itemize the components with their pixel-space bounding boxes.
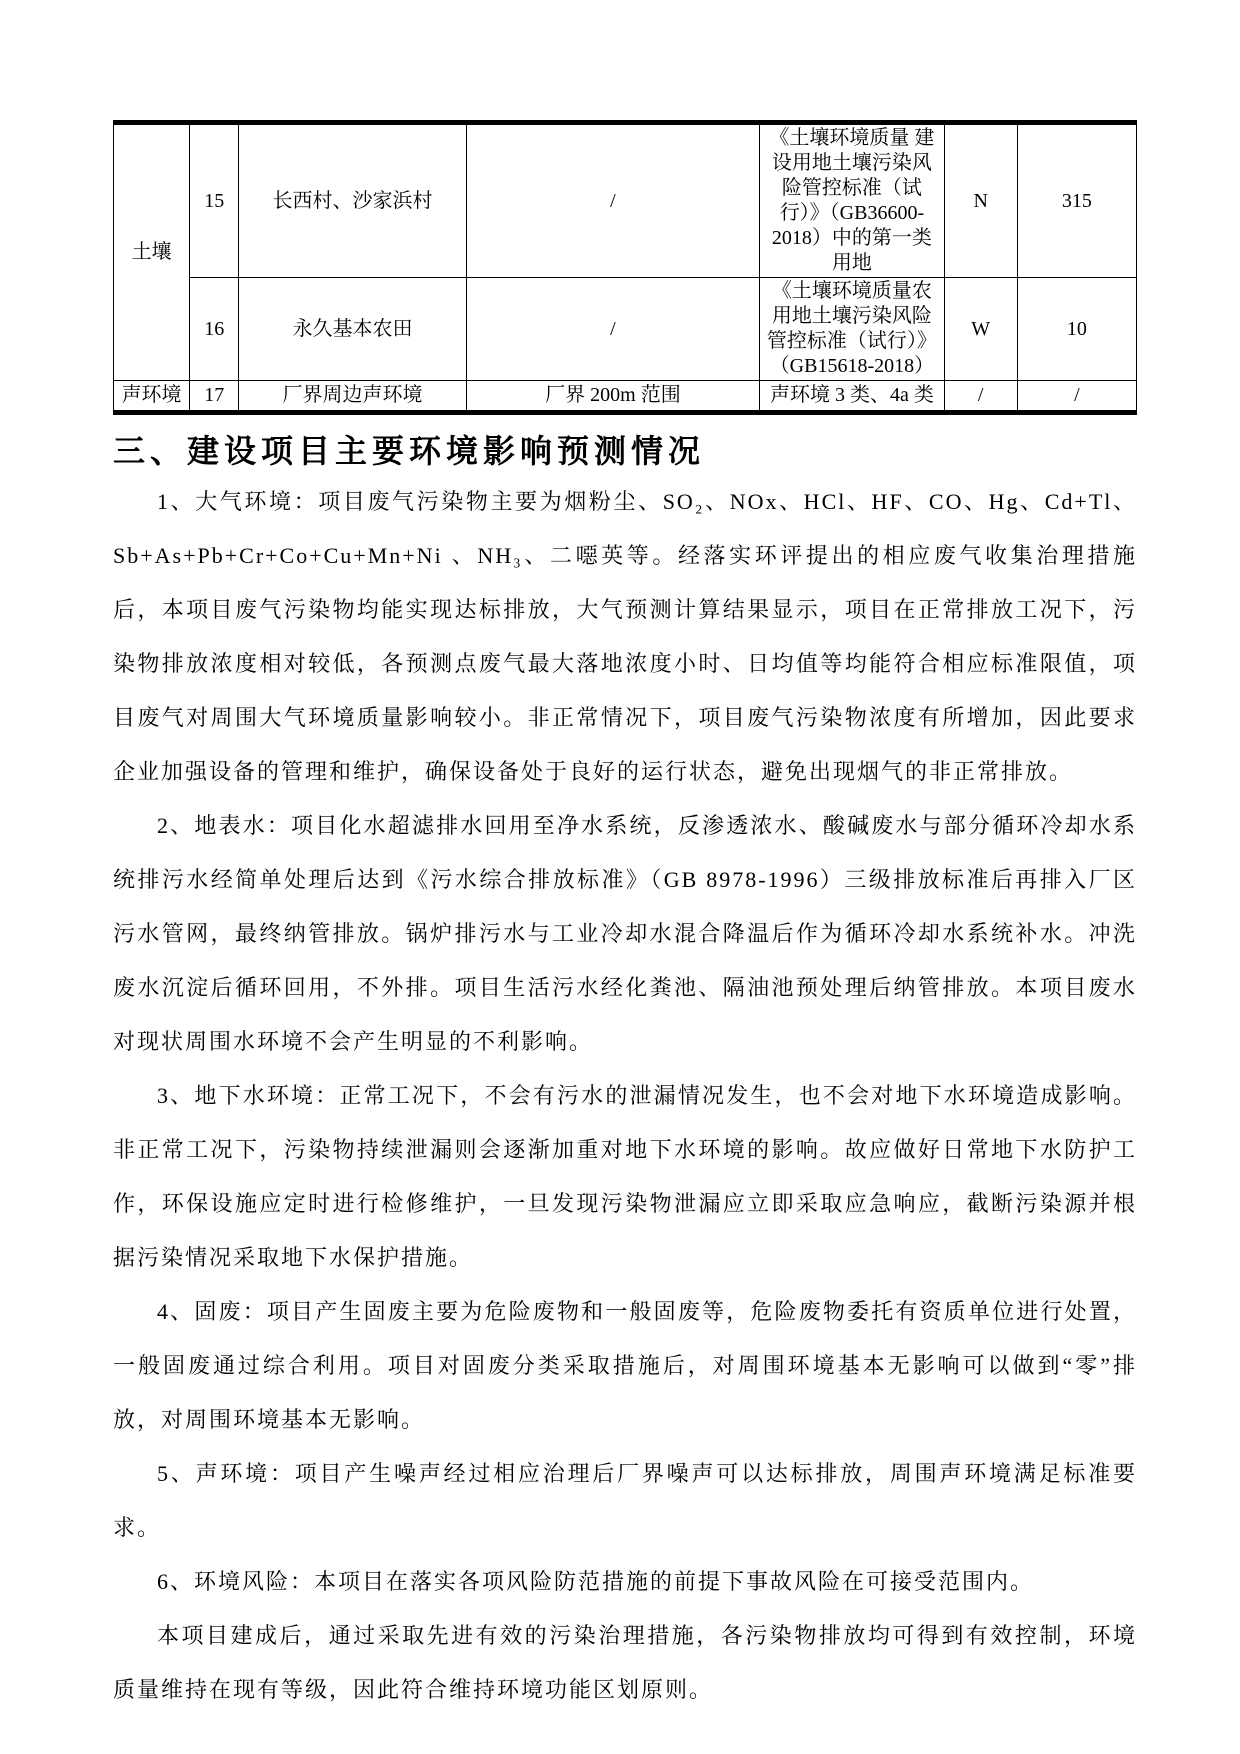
paragraph-groundwater: 3、地下水环境：正常工况下，不会有污水的泄漏情况发生，也不会对地下水环境造成影响。非正常工况下，污染物持续泄漏则会逐渐加重对地下水环境的影响。故应做好日常地下水防护工作，环保设施应定时进行检修维护，一旦发现污染物泄漏应立即采取应急响应，截断污染源并根据污染情况采取地下水保护措施。 [113, 1082, 1137, 1270]
paragraph-solid-waste: 4、固废：项目产生固废主要为危险废物和一般固废等，危险废物委托有资质单位进行处置，一般固废通过综合利用。项目对固废分类采取措施后，对周围环境基本无影响可以做到“零”排放，对周围环境基本无影响。 [113, 1298, 1137, 1432]
table-row [114, 381, 1137, 413]
cell-target-name: 永久基本农田 [239, 278, 466, 381]
cell-standard: 《土壤环境质量 建设用地土壤污染风险管控标准（试行）》（GB36600-2018）中的第一类用地 [760, 123, 944, 278]
cell-target-name: 厂界周边声环境 [239, 381, 466, 413]
cell-distance: / [1017, 381, 1136, 413]
section-heading: 三、建设项目主要环境影响预测情况 [113, 433, 706, 469]
cell-row-number: 15 [190, 123, 239, 278]
table-row [114, 123, 1137, 278]
section-body [113, 475, 1137, 1717]
table-row [114, 278, 1137, 381]
paragraph-air-environment: 1、大气环境：项目废气污染物主要为烟粉尘、SO₂、NOx、HCl、HF、CO、Hg、Cd+Tl、Sb+As+Pb+Cr+Co+Cu+Mn+Ni 、NH₃、二噁英等。经落实环评提出的相应废气收集治理措施后，本项目废气污染物均能实现达标排放，大气预测计算结果显示，项目在正常排放工况下，污染物排放浓度相对较低，各预测点废气最大落地浓度小时、日均值等均能符合相应标准限值，项目废气对周围大气环境质量影响较小。非正常情况下，项目废气污染物浓度有所增加，因此要求企业加强设备的管理和维护，确保设备处于良好的运行状态，避免出现烟气的非正常排放。 [113, 488, 1137, 784]
paragraph-surface-water: 2、地表水：项目化水超滤排水回用至净水系统，反渗透浓水、酸碱废水与部分循环冷却水系统排污水经简单处理后达到《污水综合排放标准》（GB 8978-1996）三级排放标准后再排入厂区污水管网，最终纳管排放。锅炉排污水与工业冷却水混合降温后作为循环冷却水系统补水。冲洗废水沉淀后循环回用，不外排。项目生活污水经化粪池、隔油池预处理后纳管排放。本项目废水对现状周围水环境不会产生明显的不利影响。 [113, 812, 1137, 1054]
cell-row-number: 17 [190, 381, 239, 413]
cell-distance: 315 [1017, 123, 1136, 278]
page-content [113, 0, 1137, 1717]
cell-range: / [466, 278, 760, 381]
cell-target-name: 长西村、沙家浜村 [239, 123, 466, 278]
environment-protection-targets-table [113, 120, 1137, 415]
cell-row-number: 16 [190, 278, 239, 381]
cell-range: 厂界 200m 范围 [466, 381, 760, 413]
paragraph-noise: 5、声环境：项目产生噪声经过相应治理后厂界噪声可以达标排放，周围声环境满足标准要求。 [113, 1460, 1137, 1540]
cell-direction: N [944, 123, 1017, 278]
cell-standard: 声环境 3 类、4a 类 [760, 381, 944, 413]
cell-standard: 《土壤环境质量农用地土壤污染风险管控标准（试行）》（GB15618-2018） [760, 278, 944, 381]
cell-category-soil: 土壤 [114, 123, 190, 381]
paragraph-environmental-risk: 6、环境风险：本项目在落实各项风险防范措施的前提下事故风险在可接受范围内。 [157, 1568, 1035, 1594]
cell-direction: / [944, 381, 1017, 413]
cell-distance: 10 [1017, 278, 1136, 381]
paragraph-conclusion: 本项目建成后，通过采取先进有效的污染治理措施，各污染物排放均可得到有效控制，环境质量维持在现有等级，因此符合维持环境功能区划原则。 [113, 1622, 1137, 1702]
cell-direction: W [944, 278, 1017, 381]
cell-range: / [466, 123, 760, 278]
cell-category-noise: 声环境 [114, 381, 190, 413]
